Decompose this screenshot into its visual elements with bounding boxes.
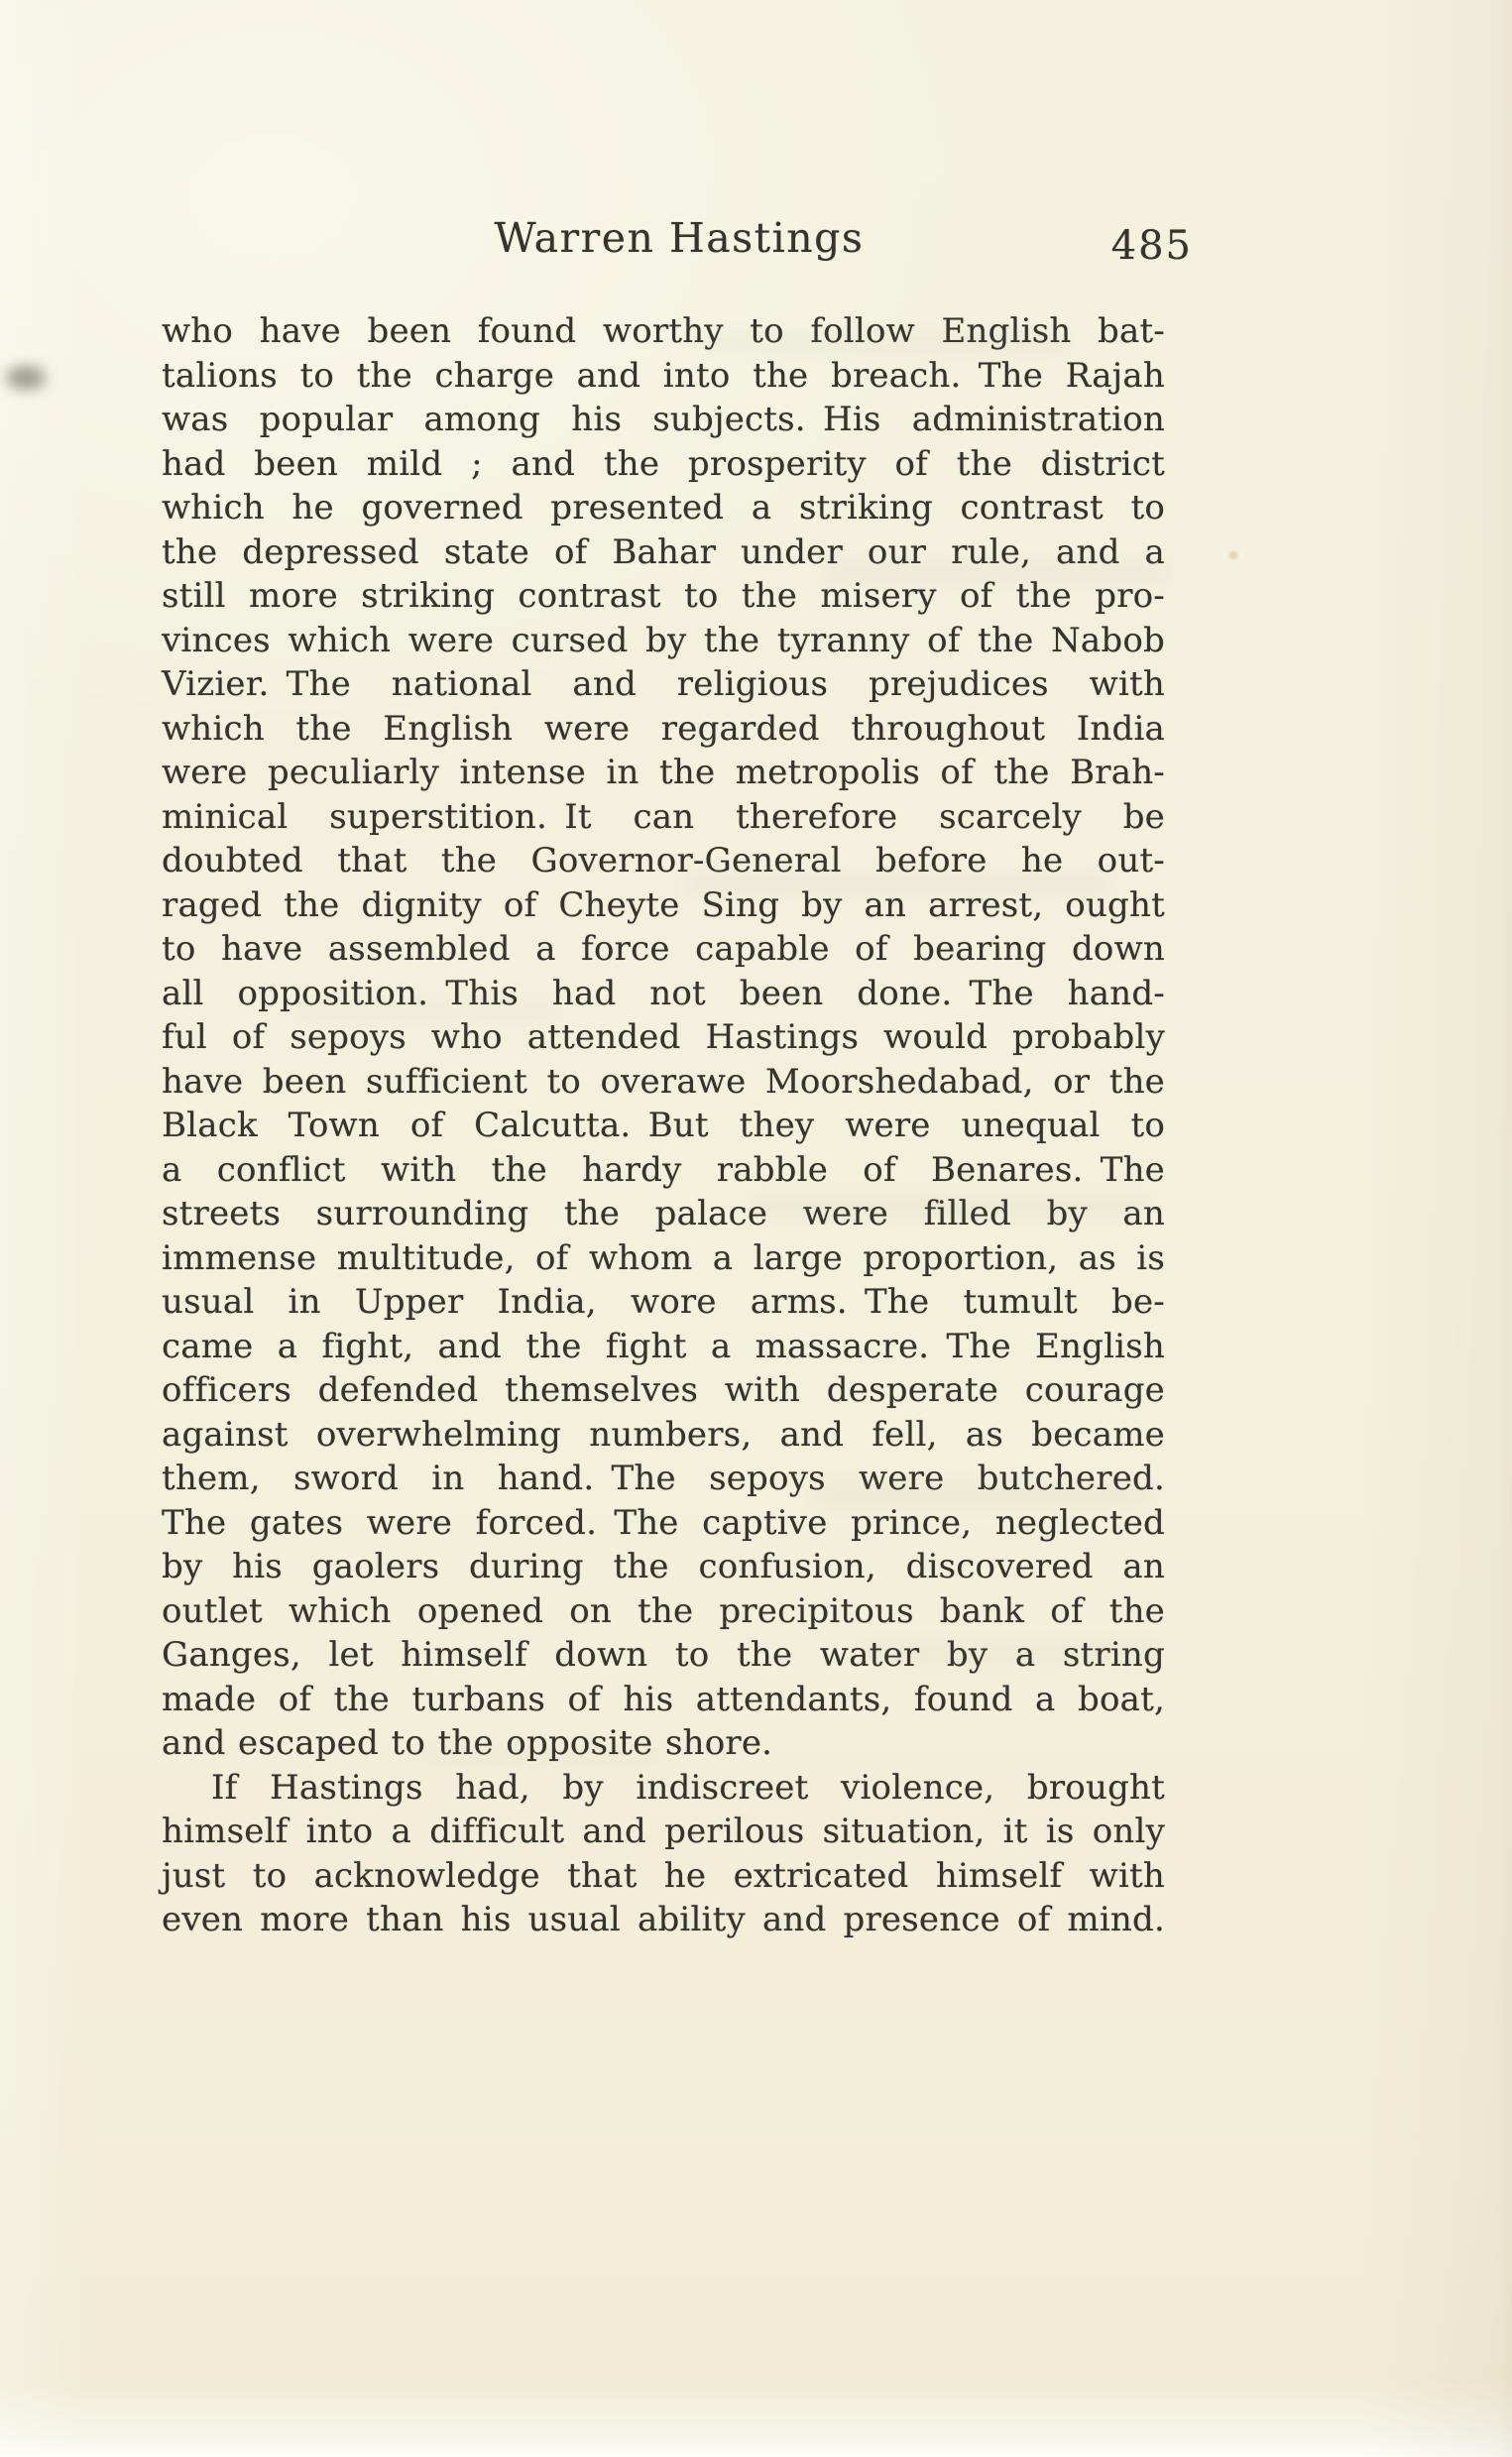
text-line: just to acknowledge that he extricated himself with [162, 1855, 1165, 1896]
text-line: were peculiarly intense in the metropolis of the Brah- [162, 753, 1165, 792]
show-through-artifact [684, 873, 1110, 896]
show-through-artifact [297, 1001, 555, 1021]
text-line: which the English were regarded throughout India [162, 708, 1165, 749]
running-header [162, 214, 1193, 270]
text-line: was popular among his subjects. His administration [162, 400, 1165, 439]
show-through-artifact [823, 560, 1170, 584]
text-line: to have assembled a force capable of bearing down [162, 929, 1165, 969]
text-line: streets surrounding the palace were filled by an [162, 1194, 1165, 1233]
paper-speck-artifact [1229, 551, 1237, 559]
text-line: and escaped to the opposite shore. [162, 1723, 773, 1763]
text-line: came a fight, and the fight a massacre. The English [162, 1326, 1165, 1366]
text-column [162, 309, 1165, 1942]
text-line: Vizier. The national and religious prejudices with [162, 664, 1165, 704]
text-line: a conflict with the hardy rabble of Benares. The [162, 1149, 1165, 1190]
show-through-artifact [416, 1745, 664, 1765]
text-line: The gates were forced. The captive prince, neglected [162, 1502, 1165, 1543]
text-line: them, sword in hand. The sepoys were butchered. [162, 1459, 1165, 1498]
show-through-artifact [754, 1195, 1150, 1219]
show-through-artifact [813, 1482, 1150, 1506]
text-line: immense multitude, of whom a large proportion, as is [162, 1237, 1165, 1278]
text-line: the depressed state of Bahar under our rule, and a [162, 531, 1165, 572]
text-line: Black Town of Calcutta. But they were unequal to [162, 1106, 1165, 1145]
text-line: talions to the charge and into the breach. The Rajah [162, 355, 1165, 396]
text-line: officers defended themselves with desperate courage [162, 1370, 1165, 1410]
text-line: still more striking contrast to the misery of the pro- [162, 576, 1165, 616]
text-line: himself into a difficult and perilous situation, it is only [162, 1812, 1165, 1851]
text-line: have been sufficient to overawe Moorshedabad, or the [162, 1061, 1165, 1102]
text-line: which he governed presented a striking contrast to [162, 488, 1165, 527]
scan-smudge-artifact [6, 366, 46, 390]
text-line: raged the dignity of Cheyte Sing by an arrest, ought [162, 884, 1165, 925]
text-line: minical superstition. It can therefore scarcely be [162, 796, 1165, 837]
text-line: had been mild ; and the prosperity of the district [162, 443, 1165, 484]
text-line: doubted that the Governor-General before he out- [162, 841, 1165, 880]
text-line: If Hastings had, by indiscreet violence, brought [211, 1767, 1165, 1808]
show-through-artifact [863, 1641, 1160, 1663]
text-line: who have been found worthy to follow English bat- [162, 311, 1165, 351]
show-through-artifact [694, 332, 1071, 354]
text-line: against overwhelming numbers, and fell, as became [162, 1414, 1165, 1455]
text-line: ful of sepoys who attended Hastings would probably [162, 1017, 1165, 1057]
text-line: outlet which opened on the precipitous bank of the [162, 1590, 1165, 1631]
text-line: usual in Upper India, wore arms. The tumult be- [162, 1282, 1165, 1322]
text-line: all opposition. This had not been done. The hand- [162, 973, 1165, 1013]
text-line: made of the turbans of his attendants, found a boat, [162, 1679, 1165, 1719]
text-line: by his gaolers during the confusion, discovered an [162, 1547, 1165, 1586]
text-line: vinces which were cursed by the tyranny of the Nabob [162, 620, 1165, 660]
text-line: even more than his usual ability and presence of mind. [162, 1900, 1165, 1939]
page-title: Warren Hastings [494, 214, 865, 262]
text-line: Ganges, let himself down to the water by a string [162, 1635, 1165, 1675]
page-number: 485 [1110, 223, 1193, 269]
